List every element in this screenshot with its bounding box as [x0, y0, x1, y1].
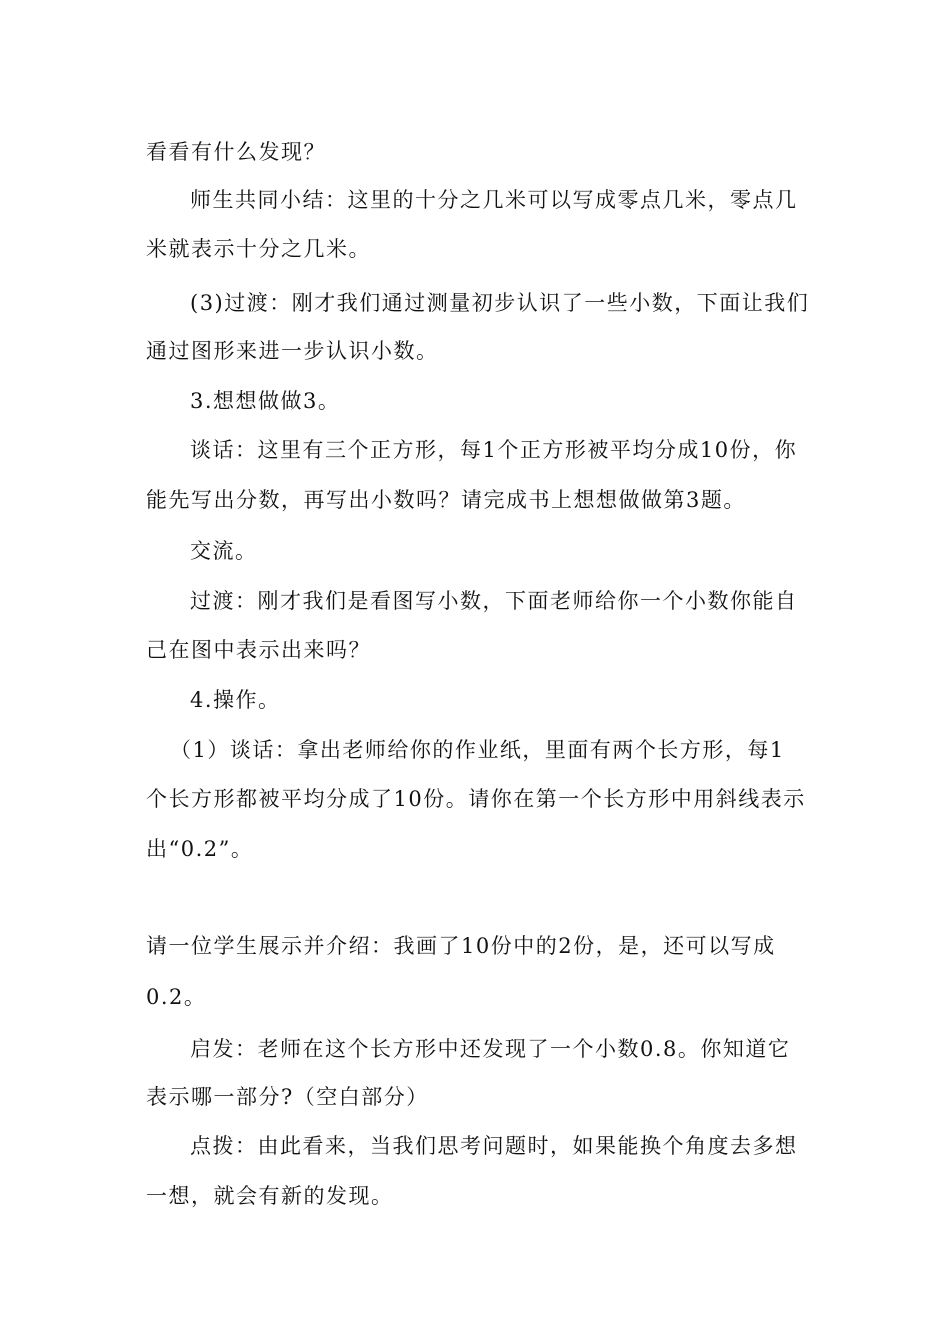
text-line: 个长方形都被平均分成了10份。请你在第一个长方形中用斜线表示 — [146, 787, 806, 811]
text-line: 4.操作。 — [190, 688, 281, 712]
text-line: 能先写出分数，再写出小数吗？请完成书上想想做做第3题。 — [146, 488, 746, 512]
text-line: 0.2。 — [146, 985, 207, 1009]
text-line: 过渡：刚才我们是看图写小数，下面老师给你一个小数你能自 — [190, 589, 798, 613]
text-line: 谈话：这里有三个正方形，每1个正方形被平均分成10份，你 — [190, 438, 798, 462]
text-line: 一想，就会有新的发现。 — [146, 1184, 394, 1208]
text-line: 表示哪一部分?（空白部分） — [146, 1085, 429, 1109]
text-line: 请一位学生展示并介绍：我画了10份中的2份，是，还可以写成 — [146, 934, 776, 958]
text-line: 3.想想做做3。 — [190, 389, 341, 413]
text-line: 己在图中表示出来吗？ — [146, 638, 371, 662]
text-line: 米就表示十分之几米。 — [146, 237, 371, 261]
text-line: 看看有什么发现？ — [146, 140, 326, 164]
text-line: 师生共同小结：这里的十分之几米可以写成零点几米，零点几 — [190, 188, 798, 212]
text-line: （1）谈话：拿出老师给你的作业纸，里面有两个长方形，每1 — [170, 738, 785, 762]
text-line: 启发：老师在这个长方形中还发现了一个小数0.8。你知道它 — [190, 1037, 791, 1061]
text-line: 通过图形来进一步认识小数。 — [146, 339, 439, 363]
text-line: 点拨：由此看来，当我们思考问题时，如果能换个角度去多想 — [190, 1134, 798, 1158]
text-line: (3)过渡：刚才我们通过测量初步认识了一些小数，下面让我们 — [190, 291, 810, 315]
text-line: 出“0.2”。 — [146, 837, 254, 861]
text-line: 交流。 — [190, 539, 258, 563]
